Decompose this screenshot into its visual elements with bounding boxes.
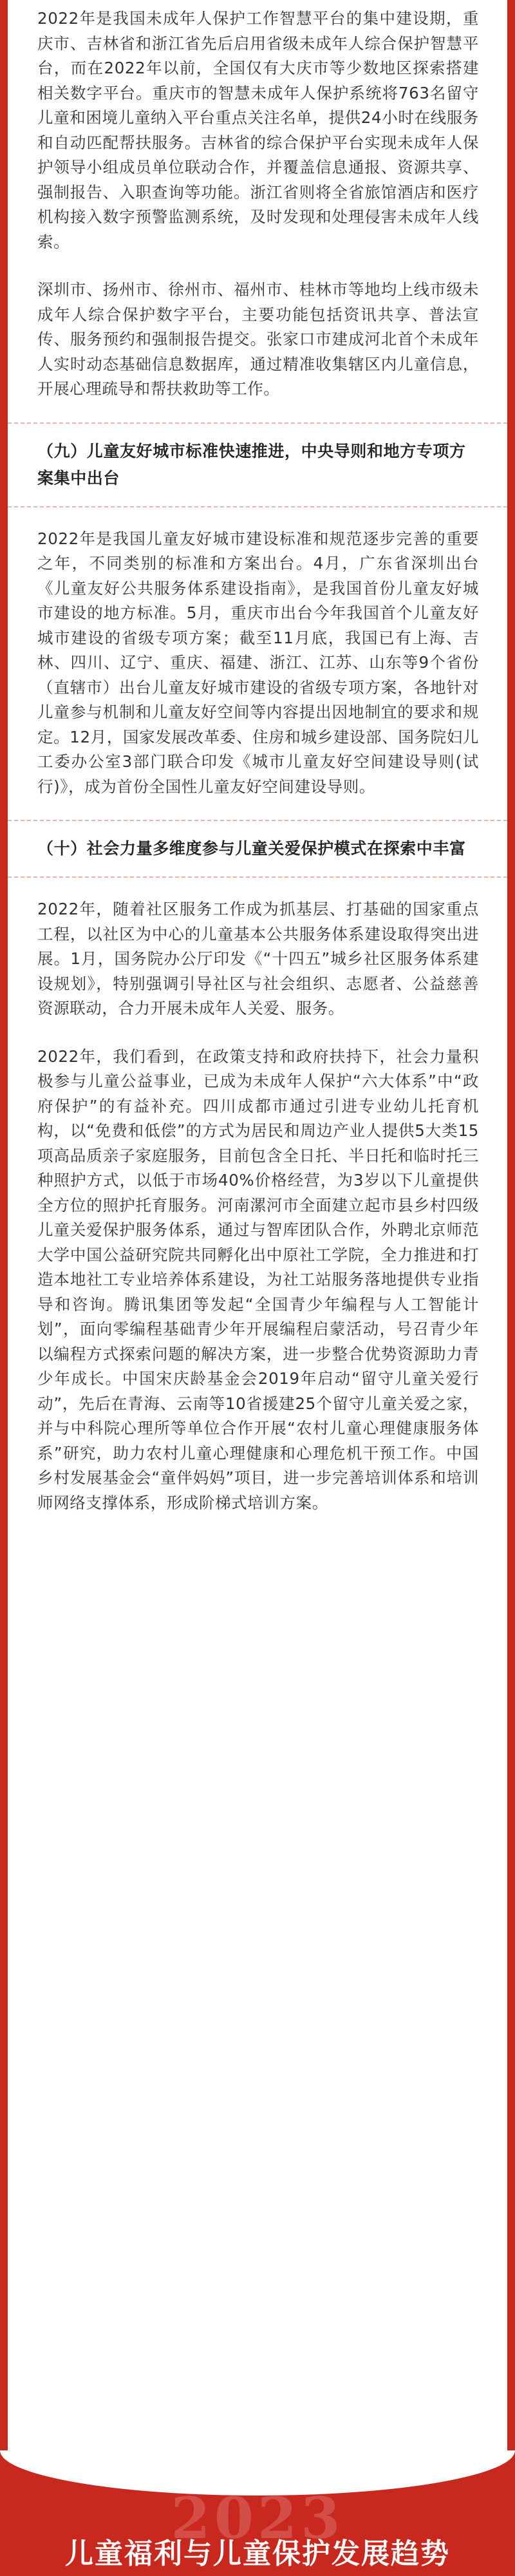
footer-title: 儿童福利与儿童保护发展趋势 <box>65 2537 450 2570</box>
section-divider <box>8 506 507 507</box>
paragraph-city-platforms: 深圳市、扬州市、徐州市、福州市、桂林市等地均上线市级未成年人综合保护数字平台，主要功能包括资讯共享、普法宣传、服务预约和强制报告提交。张家口市建成河北首个未成年人实时动态基础信息数据库，通过精准收集辖区内儿童信息，开展心理疏导和帮扶救助等工作。 <box>37 280 479 398</box>
article-card <box>8 0 507 2450</box>
section-heading-9: （九）儿童友好城市标准快速推进，中央导则和地方专项方案集中出台 <box>37 441 466 488</box>
section-divider <box>8 422 507 424</box>
year-watermark: 2023 <box>171 2485 344 2552</box>
paragraph-child-friendly-cities: 2022年是我国儿童友好城市建设标准和规范逐步完善的重要之年，不同类别的标准和方案出台。4月，广东省深圳出台《儿童友好公共服务体系建设指南》，是我国首份儿童友好城市建设的地方标准。5月，重庆市出台今年我国首个儿童友好城市建设的省级专项方案；截至11月底，我国已有上海、吉林、四川、辽宁、重庆、福建、浙江、江苏、山东等9个省份（直辖市）出台儿童友好城市建设的省级专项方案，各地针对儿童参与机制和儿童友好空间等内容提出因地制宜的要求和规定。12月，国家发展改革委、住房和城乡建设部、国务院妇儿工委办公室3部门联合印发《城市儿童友好空间建设导则(试行)》，成为首份全国性儿童友好空间建设导则。 <box>37 529 479 796</box>
section-divider <box>8 820 507 821</box>
section-heading-10: （十）社会力量多维度参与儿童关爱保护模式在探索中丰富 <box>37 839 466 858</box>
paragraph-community-services: 2022年，随着社区服务工作成为抓基层、打基础的国家重点工程，以社区为中心的儿童基本公共服务体系建设取得突出进展。1月，国务院办公厅印发《“十四五”城乡社区服务体系建设规划》，特别强调引导社区与社会组织、志愿者、公益慈善资源联动，合力开展未成年人关爱、服务。 <box>37 900 479 1018</box>
paragraph-smart-platforms: 2022年是我国未成年人保护工作智慧平台的集中建设期，重庆市、吉林省和浙江省先后启用省级未成年人综合保护智慧平台，而在2022年以前，全国仅有大庆市等少数地区探索搭建相关数字平台。重庆市的智慧未成年人保护系统将763名留守儿童和困境儿童纳入平台重点关注名单，提供24小时在线服务和自动匹配帮扶服务。吉林省的综合保护平台实现未成年人保护领导小组成员单位联动合作，并覆盖信息通报、资源共享、强制报告、入职查询等功能。浙江省则将全省旅馆酒店和医疗机构接入数字预警监测系统，及时发现和处理侵害未成年人线索。 <box>37 9 479 251</box>
footer-banner <box>0 2450 515 2576</box>
paragraph-social-forces: 2022年，我们看到，在政策支持和政府扶持下，社会力量积极参与儿童公益事业，已成为未成年人保护“六大体系”中“政府保护”的有益补充。四川成都市通过引进专业幼儿托育机构，以“免费和低偿”的方式为居民和周边产业人提供5大类15项高品质亲子家庭服务，目前包含全日托、半日托和临时托三种照护方式，以低于市场40%价格经营，为3岁以下儿童提供全方位的照护托育服务。河南漯河市全面建立起市县乡村四级儿童关爱保护服务体系，通过与智库团队合作，外聘北京师范大学中国公益研究院共同孵化出中原社工学院，全力推进和打造本地社工专业培养体系建设，为社工站服务落地提供专业指导和咨询。腾讯集团等发起“全国青少年编程与人工智能计划”，面向零编程基础青少年开展编程启蒙活动，号召青少年以编程方式探索问题的解决方案，进一步整合优势资源助力青少年成长。中国宋庆龄基金会2019年启动“留守儿童关爱行动”，先后在青海、云南等10省援建25个留守儿童关爱之家，并与中科院心理所等单位合作开展“农村儿童心理健康服务体系”研究，助力农村儿童心理健康和心理危机干预工作。中国乡村发展基金会“童伴妈妈”项目，进一步完善培训体系和培训师网络支撑体系，形成阶梯式培训方案。 <box>37 1046 479 1512</box>
section-divider <box>8 876 507 878</box>
